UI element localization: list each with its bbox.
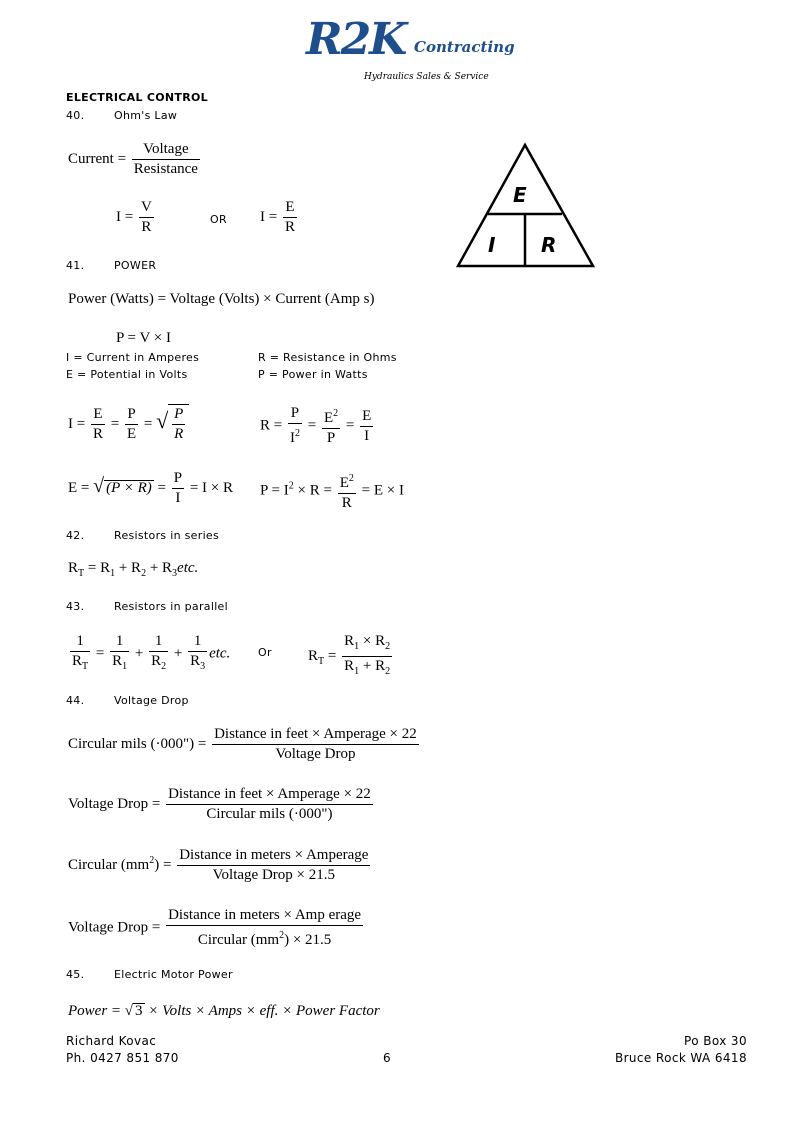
formula-voltage-drop-metric: Voltage Drop = $\frac{\text{Distance in meters × Amp erage}}{Circular (mm^2) \times 21.5}$ [68, 907, 362, 948]
footer-name: Richard Kovac [66, 1034, 157, 1048]
formula-series: $R_T = R_1 + R_2 + R_3etc$. [68, 560, 199, 579]
section-41-title: POWER [114, 259, 157, 272]
logo-tagline: Hydraulics Sales & Service [364, 72, 489, 82]
formula-resistance-variants: R = $\frac{P}{I^2}$ = $\frac{E^2}{P}$ = $\frac{E}{I}$ [260, 405, 372, 446]
formula-circular-mm2: Circular $(mm^2)$ = $\frac{\text{Distance in meters × Amperage}}{\text{Voltage Drop × 21.5}}$ [68, 847, 369, 883]
section-40-number: 40. [66, 109, 85, 122]
triangle-r: R [541, 233, 557, 257]
section-title: ELECTRICAL CONTROL [66, 91, 208, 104]
section-44-number: 44. [66, 694, 85, 707]
formula-motor-power: Power = √ 3 × Volts × Amps × eff. × Power Factor [68, 1003, 380, 1019]
footer-address: Bruce Rock WA 6418 [614, 1051, 747, 1065]
section-41-number: 41. [66, 259, 85, 272]
formula-current: Current = $\frac{\text{Voltage}}{\text{Resistance}}$ [68, 141, 198, 177]
triangle-e: E [513, 183, 527, 207]
footer-phone: Ph. 0427 851 870 [66, 1051, 179, 1065]
section-44-title: Voltage Drop [114, 694, 189, 707]
definition-potential: E = Potential in Volts [66, 368, 188, 381]
formula-i-v-r: I = $\frac{V}{R}$ [116, 199, 152, 235]
formula-i-e-r: I = $\frac{E}{R}$ [260, 199, 295, 235]
section-42-title: Resistors in series [114, 529, 220, 542]
formula-circular-mils: Circular mils (·000") = $\frac{\text{Distance in feet × Amperage × 22}}{\text{Voltage Drop}}$ [68, 726, 417, 762]
formula-current-variants: I = $\frac{E}{R}$ = $\frac{P}{E}$ = √ $\frac{P}{R}$ [68, 404, 189, 444]
or-label-2: Or [258, 646, 272, 659]
or-label: OR [210, 213, 227, 226]
formula-power-variants: $P = I^2 \times R$ = $\frac{E^2}{R}$ = E × I [260, 469, 404, 513]
formula-p-v-i: P = V × I [116, 330, 171, 346]
formula-parallel: $\frac{1}{R_T}$ = $\frac{1}{R_1}$ + $\frac{1}{R_2}$ + $\frac{1}{R_3}$ etc. [72, 633, 231, 672]
ohms-law-triangle [455, 142, 597, 270]
section-42-number: 42. [66, 529, 85, 542]
formula-parallel-two: $R_T$ = $\frac{R_1 \times R_2}{R_1 + R_2}$ [308, 633, 391, 677]
section-43-number: 43. [66, 600, 85, 613]
definition-resistance: R = Resistance in Ohms [258, 351, 397, 364]
formula-voltage-variants: E = √ (P × R) = $\frac{P}{I}$ = I × R [68, 470, 234, 506]
section-45-title: Electric Motor Power [114, 968, 233, 981]
company-logo [306, 14, 516, 86]
section-43-title: Resistors in parallel [114, 600, 228, 613]
definition-power: P = Power in Watts [258, 368, 368, 381]
logo-sub: Contracting [414, 38, 515, 56]
section-40-title: Ohm's Law [114, 109, 178, 122]
triangle-i: I [488, 233, 496, 257]
definition-current: I = Current in Amperes [66, 351, 200, 364]
formula-voltage-drop-imperial: Voltage Drop = $\frac{\text{Distance in feet × Amperage × 22}}{\text{Circular mils (·000")}}$ [68, 786, 371, 822]
page-number: 6 [383, 1051, 392, 1065]
section-45-number: 45. [66, 968, 85, 981]
logo-main: R2K [306, 14, 406, 65]
footer-pobox: Po Box 30 [684, 1034, 747, 1048]
formula-power-words: Power (Watts) = Voltage (Volts) × Current (Amp s) [68, 291, 375, 307]
